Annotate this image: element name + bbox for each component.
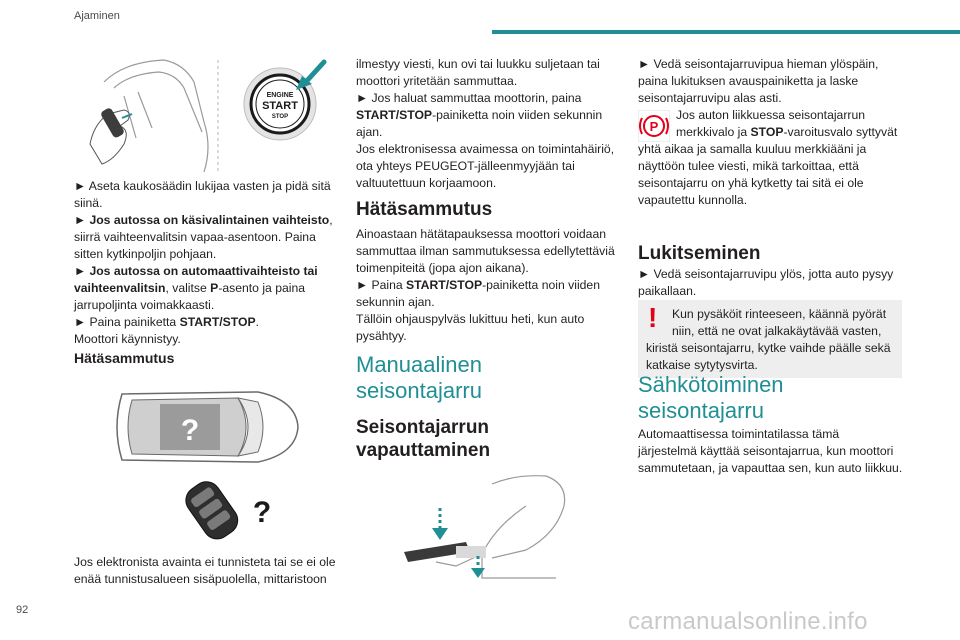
column-3-electric-text: Automaattisessa toimintatilassa tämä järjestelmä käyttää seisontajarrua, kun moottori sammutetaan, ja vapauttaa sen, kun auto liikkuu.: [638, 427, 903, 475]
page-number: 92: [16, 604, 29, 616]
section-heading-locking: Lukitseminen: [638, 243, 761, 264]
svg-text:STOP: STOP: [271, 114, 289, 120]
column-3-locking-text: ► Vedä seisontajarruvipu ylös, jotta auto pysyy paikallaan.: [638, 267, 894, 298]
question-mark-icon: ?: [180, 414, 200, 447]
section-heading-emergency-stop: Hätäsammutus: [356, 199, 493, 220]
column-1-bottom-text: Jos elektronista avainta ei tunnisteta tai se ei ole enää tunnistusalueen sisäpuolella, mittaristoon: [74, 555, 336, 586]
section-heading-manual-parking-brake: Manuaalinen seisontajarru: [356, 352, 482, 403]
svg-text:START: START: [262, 100, 298, 112]
lower-arrow: [471, 556, 485, 578]
step-automatic-gearbox: ► Jos autossa on automaattivaihteisto tai: [74, 264, 318, 278]
key-question-mark-icon: ?: [252, 496, 272, 529]
warning-exclamation-icon: !: [648, 302, 658, 333]
svg-text:ENGINE: ENGINE: [266, 92, 294, 99]
car-top-view-illustration: [108, 382, 300, 472]
step-hold-key: ► Aseta kaukosäädin lukijaa vasten ja pidä sitä: [74, 179, 331, 193]
step-manual-gearbox: ► Jos autossa on käsivalintainen vaihteisto,: [74, 213, 333, 227]
column-3-top-text: ► Vedä seisontajarruvipua hieman ylöspäin, paina lukituksen avauspainiketta ja laske seisontajarruvipu alas asti.: [638, 57, 879, 105]
lift-arrow: [432, 508, 448, 540]
column-2-mid-text: Ainoastaan hätätapauksessa moottori voidaan sammuttaa ilman sammutuksessa edellytettäviä toimenpiteitä (jopa ajon aikana). ► Paina START/STOP-painiketta noin viiden sekunnin ajan. Tällöin ohjauspylväs lukittuu heti, kun auto pysähtyy.: [356, 227, 615, 343]
running-header: Ajaminen: [74, 10, 120, 22]
svg-text:P: P: [649, 119, 659, 134]
section-heading-emergency: Hätäsammutus: [74, 350, 175, 366]
warning-text: Kun pysäköit rinteeseen, käännä pyörät niin, että ne ovat jalkakäytävää vasten, kiristä seisontajarru, kytke vaihde päälle sekä katkaise sytytysvirta.: [646, 307, 891, 372]
section-heading-electric-parking-brake: Sähkötoiminen seisontajarru: [638, 372, 784, 423]
header-accent-bar: [492, 30, 960, 34]
step-hold-key-cont: siinä.: [74, 196, 103, 210]
section-heading-release: Seisontajarrun vapauttaminen: [356, 417, 491, 461]
key-start-illustration: [84, 52, 340, 176]
step-press-start: ► Paina painiketta START/STOP.: [74, 315, 260, 329]
hand-with-key: [90, 107, 129, 164]
column-1-text: ► Aseta kaukosäädin lukijaa vasten ja pidä sitä siinä. ► Jos autossa on käsivalintainen vaihteisto, siirrä vaihteenvalitsin vapaa-asentoon. Paina sitten kytkinpoljin pohjaan. ► Jos autossa on automaattivaihteisto tai vaihteenvalitsin, valitse P-asento ja paina jarrupoljinta voimakkaasti. ► Paina painiketta START/STOP. Moottori käynnistyy.: [74, 178, 344, 348]
parking-brake-illustration: [396, 466, 576, 582]
column-3-indicator-text: Jos auton liikkuessa seisontajarrun merkkivalo ja STOP-varoitusvalo syttyvät yhtä aikaa ja samalla kuuluu merkkiääni ja näyttöön tulee viesti, mikä tarkoittaa, että seisontajarru on yhä kytketty tai sitä ei ole vapautettu kunnolla.: [638, 108, 898, 207]
watermark: carmanualsonline.info: [628, 608, 868, 635]
column-2-top-text: ilmestyy viesti, kun ovi tai luukku suljetaan tai moottori yritetään sammuttaa. ► Jos haluat sammuttaa moottorin, paina START/STOP-painiketta noin viiden sekunnin ajan. Jos elektronisessa avaimessa on toimintahäiriö, ota yhteys PEUGEOT-jälleenmyyjään tai valtuutettuun korjaamoon.: [356, 57, 615, 190]
key-fob-illustration: [178, 474, 278, 544]
